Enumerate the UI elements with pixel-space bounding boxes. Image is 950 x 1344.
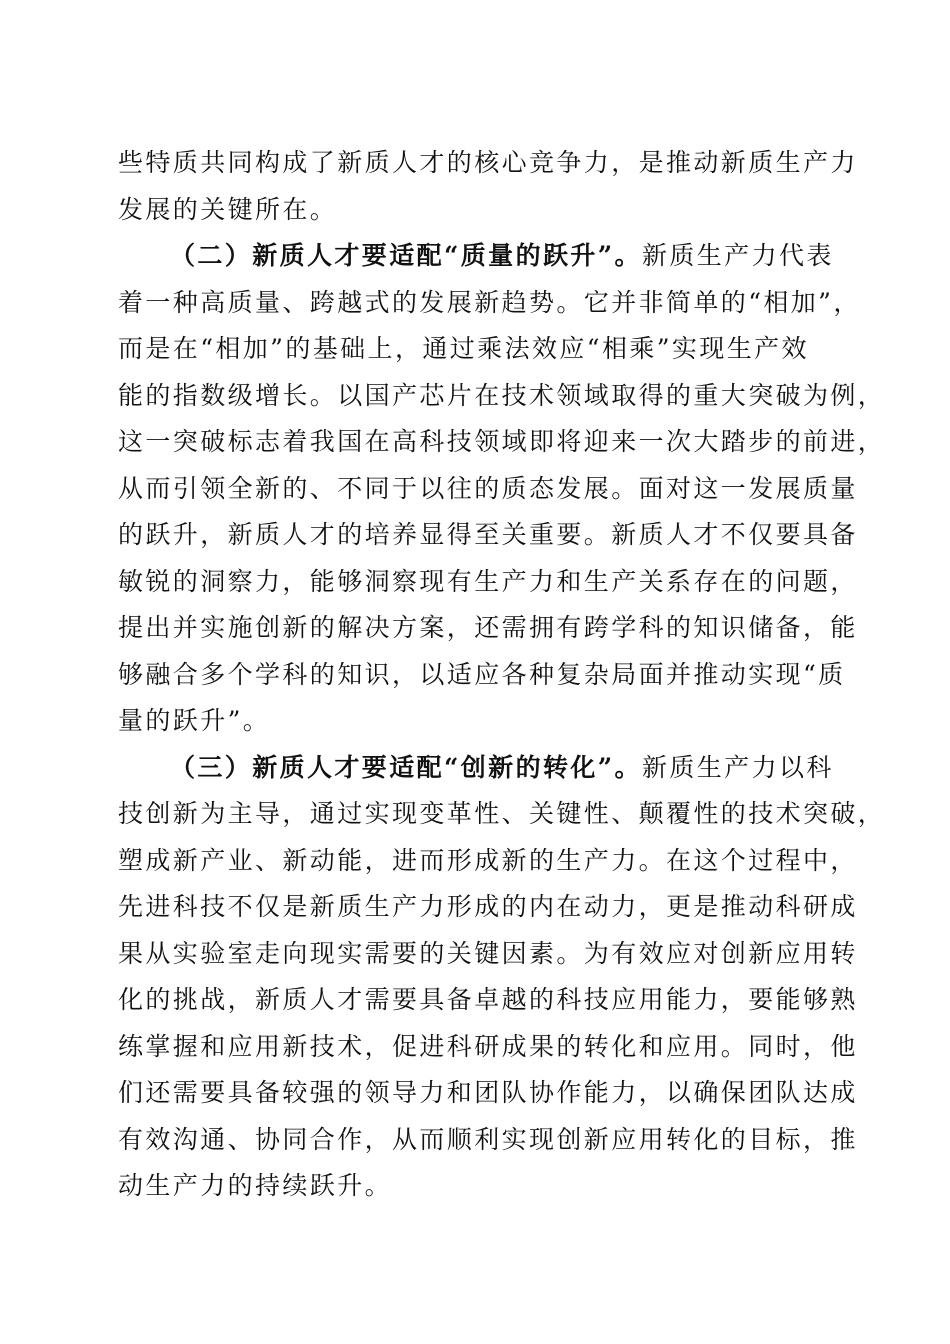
- section-heading-line: [118, 233, 834, 280]
- text-line: 技创新为主导，通过实现变革性、关键性、颠覆性的技术突破，: [118, 799, 886, 828]
- text-line: 够融合多个学科的知识，以适应各种复杂局面并推动实现“质: [118, 659, 846, 689]
- text-span: 新质生产力代表: [641, 241, 834, 270]
- section-heading-2: （二）新质人才要适配“质量的跃升”。: [170, 241, 642, 270]
- text-line: 从而引领全新的、不同于以往的质态发展。面对这一发展质量: [118, 473, 858, 503]
- text-line: 有效沟通、协同合作，从而顺利实现创新应用转化的目标，推: [118, 1124, 858, 1154]
- text-line: 这一突破标志着我国在高科技领域即将迎来一次大踏步的前进，: [118, 427, 886, 456]
- text-line: 能的指数级增长。以国产芯片在技术领域取得的重大突破为例，: [118, 380, 886, 410]
- document-body: [118, 140, 886, 1210]
- text-line: 们还需要具备较强的领导力和团队协作能力，以确保团队达成: [118, 1078, 858, 1107]
- text-line: 些特质共同构成了新质人才的核心竞争力，是推动新质生产力: [118, 148, 858, 177]
- section-heading-line: [118, 745, 834, 792]
- text-line: 先进科技不仅是新质生产力形成的内在动力，更是推动科研成: [118, 892, 858, 921]
- text-line: 化的挑战，新质人才需要具备卓越的科技应用能力，要能够熟: [118, 985, 858, 1014]
- text-line: 而是在“相加”的基础上，通过乘法效应“相乘”实现生产效: [118, 334, 809, 363]
- text-span: 新质生产力以科: [641, 752, 834, 782]
- text-line: 果从实验室走向现实需要的关键因素。为有效应对创新应用转: [118, 938, 858, 968]
- text-line: 敏锐的洞察力，能够洞察现有生产力和生产关系存在的问题，: [118, 566, 858, 596]
- text-line: 练掌握和应用新技术，促进科研成果的转化和应用。同时，他: [118, 1031, 858, 1061]
- text-line: 的跃升，新质人才的培养显得至关重要。新质人才不仅要具备: [118, 520, 858, 549]
- text-line: 发展的关键所在。: [118, 194, 338, 224]
- text-line: 动生产力的持续跃升。: [118, 1171, 393, 1200]
- text-line: 塑成新产业、新动能，进而形成新的生产力。在这个过程中，: [118, 845, 858, 875]
- text-line: 着一种高质量、跨越式的发展新趋势。它并非简单的“相加”，: [118, 287, 861, 317]
- text-line: 提出并实施创新的解决方案，还需拥有跨学科的知识储备，能: [118, 613, 858, 642]
- text-line: 量的跃升”。: [118, 706, 271, 735]
- section-heading-3: （三）新质人才要适配“创新的转化”。: [170, 752, 642, 782]
